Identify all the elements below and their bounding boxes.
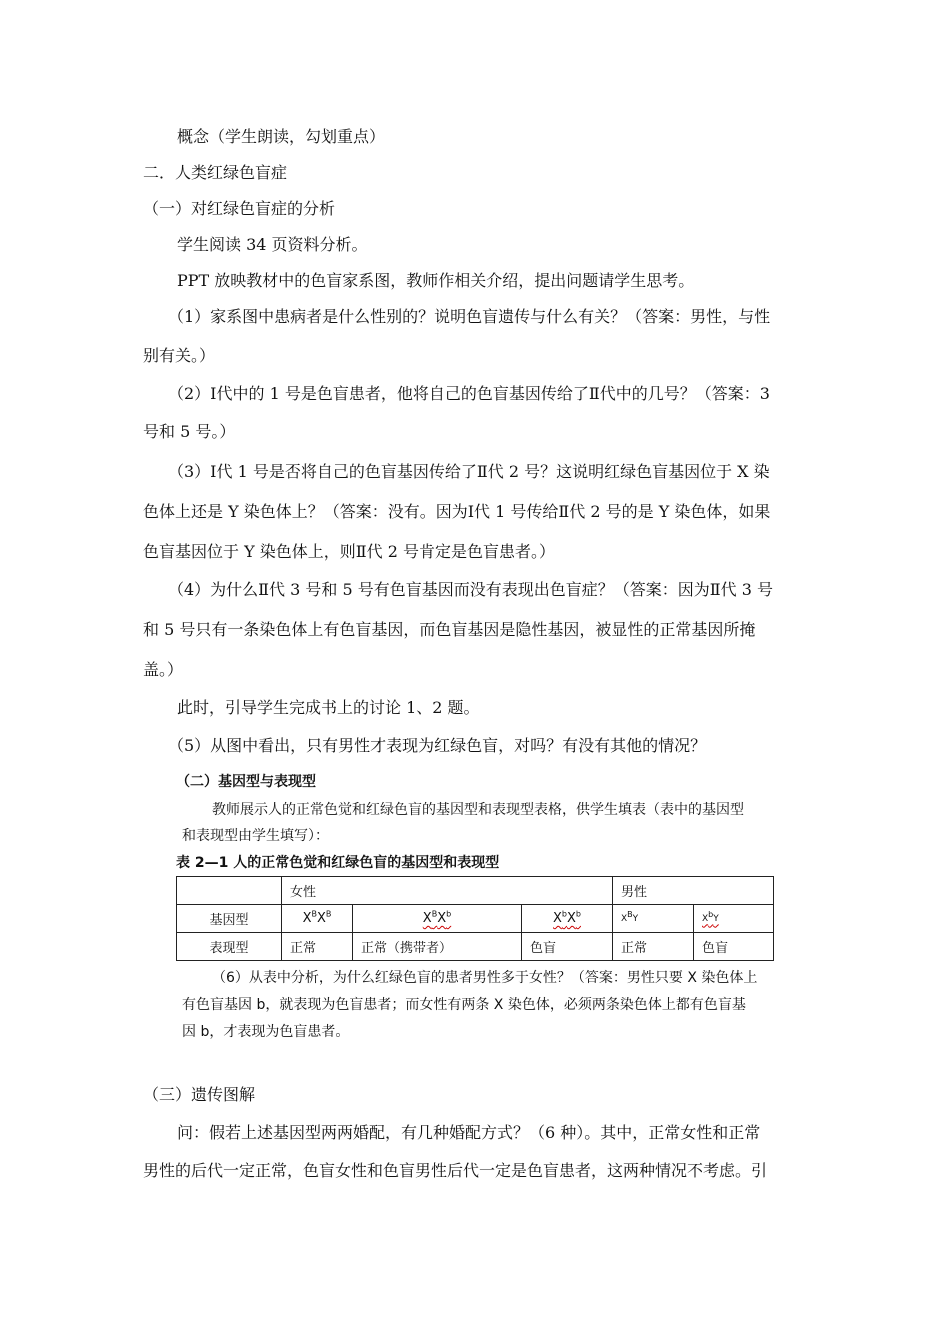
- text-line: 问：假若上述基因型两两婚配，有几种婚配方式？（6 种）。其中，正常女性和正常: [177, 1123, 761, 1142]
- table-cell: [177, 877, 282, 905]
- question-6: （6）从表中分析，为什么红绿色盲的患者男性多于女性？（答案：男性只要 X 染色体上: [212, 970, 758, 986]
- row-label-phenotype: 表现型: [177, 933, 282, 961]
- genotype-cell: $X^bY$: [694, 905, 774, 933]
- text-line: 色盲基因位于 Y 染色体上，则Ⅱ代 2 号肯定是色盲患者。）: [143, 542, 555, 561]
- text-line: 和表现型由学生填写）：: [182, 828, 329, 844]
- genotype-cell: $X^bX^b$: [522, 905, 613, 933]
- genotype-table: [176, 876, 774, 961]
- text-line: 盖。）: [143, 660, 184, 679]
- phenotype-cell: 正常: [613, 933, 694, 961]
- phenotype-cell: 正常: [282, 933, 353, 961]
- section-heading: 二．人类红绿色盲症: [143, 163, 288, 182]
- table-row: [177, 933, 774, 961]
- genotype-cell: $X^BX^b$: [353, 905, 522, 933]
- text-line: 此时，引导学生完成书上的讨论 1、2 题。: [177, 698, 480, 717]
- text-line: 学生阅读 34 页资料分析。: [177, 235, 368, 254]
- phenotype-cell: 正常（携带者）: [353, 933, 522, 961]
- question-3: （3）Ⅰ代 1 号是否将自己的色盲基因传给了Ⅱ代 2 号？这说明红绿色盲基因位于 X 染: [168, 462, 770, 481]
- subsection-heading: （二）基因型与表现型: [176, 774, 316, 790]
- question-1: （1）家系图中患病者是什么性别的？说明色盲遗传与什么有关？（答案：男性，与性: [168, 307, 771, 326]
- row-label-genotype: 基因型: [177, 905, 282, 933]
- question-5: （5）从图中看出，只有男性才表现为红绿色盲，对吗？有没有其他的情况？: [168, 736, 707, 755]
- text-line: 因 b，才表现为色盲患者。: [182, 1024, 350, 1040]
- phenotype-cell: 色盲: [522, 933, 613, 961]
- table-caption: 表 2—1 人的正常色觉和红绿色盲的基因型和表现型: [176, 855, 500, 871]
- table-header-male: 男性: [613, 877, 774, 905]
- subsection-heading: （三）遗传图解: [143, 1085, 256, 1104]
- text-line: 和 5 号只有一条染色体上有色盲基因，而色盲基因是隐性基因，被显性的正常基因所掩: [143, 620, 756, 639]
- text-line: 色体上还是 Y 染色体上？（答案：没有。因为Ⅰ代 1 号传给Ⅱ代 2 号的是 Y 染色体，如果: [143, 502, 771, 521]
- question-4: （4）为什么Ⅱ代 3 号和 5 号有色盲基因而没有表现出色盲症？（答案：因为Ⅱ代 3 号: [168, 580, 773, 599]
- text-line: 别有关。）: [143, 346, 216, 365]
- subsection-heading: （一）对红绿色盲症的分析: [143, 199, 336, 218]
- text-line: 男性的后代一定正常，色盲女性和色盲男性后代一定是色盲患者，这两种情况不考虑。引: [143, 1161, 768, 1180]
- table-row: [177, 877, 774, 905]
- phenotype-cell: 色盲: [694, 933, 774, 961]
- genotype-cell: $X^BX^B$: [282, 905, 353, 933]
- text-line: 概念（学生朗读，勾划重点）: [177, 127, 386, 146]
- text-line: 教师展示人的正常色觉和红绿色盲的基因型和表现型表格，供学生填表（表中的基因型: [212, 802, 744, 818]
- text-line: PPT 放映教材中的色盲家系图，教师作相关介绍，提出问题请学生思考。: [177, 271, 695, 290]
- text-line: 号和 5 号。）: [143, 422, 236, 441]
- genotype-cell: $X^BY$: [613, 905, 694, 933]
- table-header-female: 女性: [282, 877, 613, 905]
- question-2: （2）Ⅰ代中的 1 号是色盲患者，他将自己的色盲基因传给了Ⅱ代中的几号？（答案：3: [168, 384, 770, 403]
- table-row: [177, 905, 774, 933]
- text-line: 有色盲基因 b，就表现为色盲患者；而女性有两条 X 染色体，必须两条染色体上都有色盲基: [182, 997, 746, 1013]
